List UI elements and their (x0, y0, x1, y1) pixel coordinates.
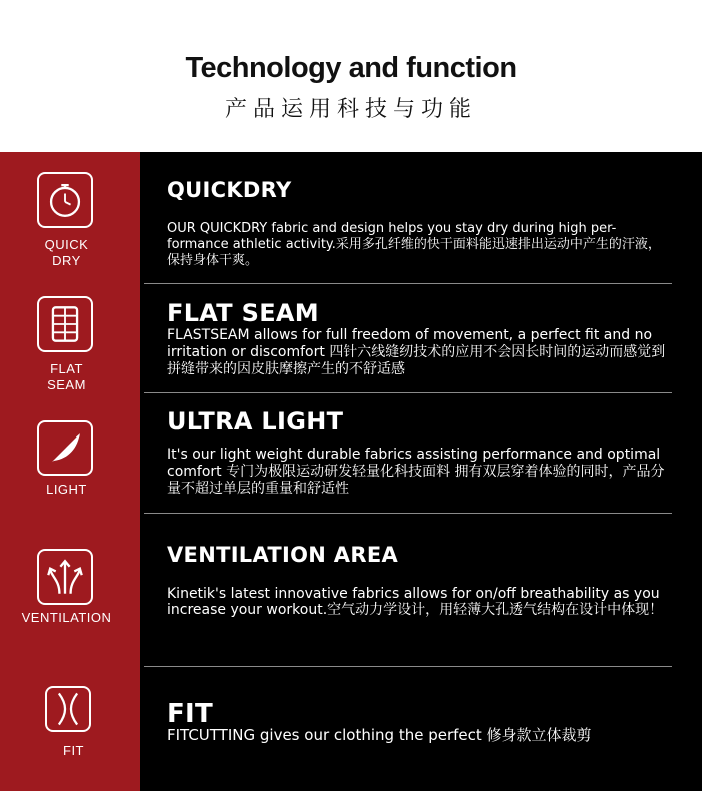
fit-description: FITCUTTING gives our clothing the perfect 修身款立体裁剪 (167, 726, 592, 744)
light-icon-label: LIGHT (46, 482, 87, 497)
page-title: Technology and function (185, 52, 517, 84)
feather-icon (37, 420, 93, 476)
ultra-light-title: ULTRA LIGHT (167, 407, 344, 435)
ventilation-title: VENTILATION AREA (167, 543, 399, 567)
quickdry-description: OUR QUICKDRY fabric and design helps you stay dry during high per-formance athletic activity.采用多孔纤维的快干面料能迅速排出运动中产生的汗液，保持身体干爽。 (167, 221, 661, 268)
ultra-light-description: It's our light weight durable fabrics assisting performance and optimal comfort 专门为极限运动研发轻量化科技面料 拥有双层穿着体验的同时，产品分量不超过单层的重量和舒适性 (167, 447, 665, 497)
ventilation-icon-label: VENTILATION (21, 610, 112, 625)
fit-title: FIT (167, 699, 214, 729)
header (0, 0, 702, 152)
flat-seam-description: FLASTSEAM allows for full freedom of movement, a perfect fit and no irritation or discomfort 四针六线缝纫技术的应用不会因长时间的运动而感觉到拼缝带来的因皮肤摩擦产生的不舒适感 (167, 327, 666, 377)
quickdry-title: QUICKDRY (167, 178, 292, 202)
page-subtitle: 产品运用科技与功能 (224, 97, 477, 122)
stopwatch-icon (37, 172, 93, 228)
divider (144, 513, 672, 514)
fit-curves-icon (45, 686, 91, 732)
flat-seam-icon-label: FLAT SEAM (47, 361, 86, 392)
quickdry-icon-label: QUICK DRY (44, 237, 89, 268)
ventilation-arrows-icon (37, 549, 93, 605)
flat-seam-title: FLAT SEAM (167, 299, 319, 327)
divider (144, 666, 672, 667)
fit-icon-label: FIT (63, 743, 84, 758)
divider (144, 392, 672, 393)
flat-seam-icon (37, 296, 93, 352)
ventilation-description: Kinetik's latest innovative fabrics allows for on/off breathability as you increase your workout.空气动力学设计，用轻薄大孔透气结构在设计中体现！ (167, 586, 664, 618)
divider (144, 283, 672, 284)
